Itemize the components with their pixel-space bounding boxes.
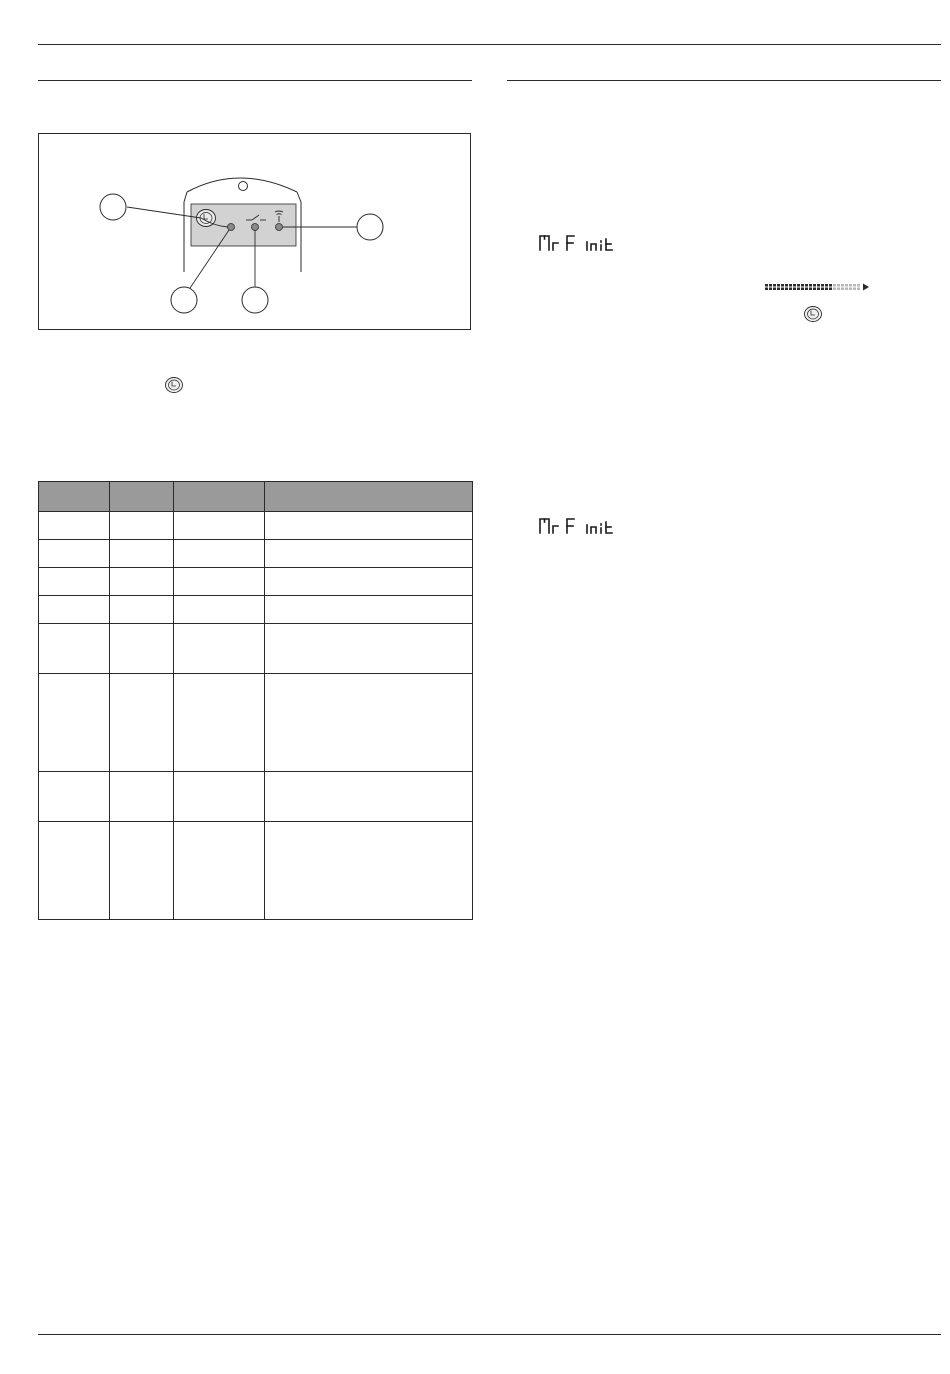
progress-segment	[841, 288, 844, 291]
table-cell	[39, 596, 110, 624]
footer-rule	[38, 1334, 941, 1335]
progress-segment	[809, 284, 812, 287]
table-cell	[110, 624, 174, 674]
led-3	[276, 224, 283, 231]
progress-segment	[789, 288, 792, 291]
callout-2	[171, 287, 197, 313]
header-rule	[38, 44, 941, 45]
table-header-cell	[110, 482, 174, 512]
progress-segment	[781, 284, 784, 287]
table-cell	[39, 512, 110, 540]
table-cell	[39, 624, 110, 674]
callout-4	[357, 214, 383, 240]
table-cell	[265, 772, 473, 822]
progress-segment	[829, 288, 832, 291]
progress-segment	[837, 288, 840, 291]
table-cell	[39, 772, 110, 822]
table-cell	[39, 674, 110, 772]
table-cell	[174, 568, 265, 596]
progress-segment	[857, 288, 860, 291]
progress-segment	[777, 288, 780, 291]
table-cell	[265, 512, 473, 540]
status-table	[38, 481, 473, 920]
progress-segment	[797, 284, 800, 287]
progress-segment	[853, 288, 856, 291]
table-row	[39, 596, 473, 624]
progress-segment	[773, 288, 776, 291]
lcd-display-mrf-init	[538, 516, 618, 536]
progress-segment	[785, 284, 788, 287]
progress-segment	[805, 288, 808, 291]
table-cell	[39, 568, 110, 596]
progress-segment	[765, 284, 768, 287]
progress-segment	[833, 284, 836, 287]
progress-segment	[813, 284, 816, 287]
device-figure	[38, 133, 471, 330]
progress-segment	[801, 288, 804, 291]
table-cell	[110, 596, 174, 624]
progress-segment	[849, 284, 852, 287]
progress-segment	[845, 288, 848, 291]
table-header-row	[39, 482, 473, 512]
progress-segment	[777, 284, 780, 287]
table-cell	[265, 540, 473, 568]
clock-icon	[164, 376, 184, 394]
progress-segment	[793, 288, 796, 291]
table-row	[39, 512, 473, 540]
progress-segment	[817, 284, 820, 287]
progress-segment	[769, 284, 772, 287]
table-header-cell	[39, 482, 110, 512]
table-row	[39, 772, 473, 822]
lcd-display-mrf-init	[538, 233, 618, 253]
progress-segment	[845, 284, 848, 287]
progress-segment	[789, 284, 792, 287]
progress-segment	[849, 288, 852, 291]
progress-segment	[825, 284, 828, 287]
progress-segment	[793, 284, 796, 287]
progress-segment	[857, 284, 860, 287]
progress-segment	[781, 288, 784, 291]
left-section-rule	[38, 80, 472, 81]
table-cell	[174, 540, 265, 568]
table-header-cell	[174, 482, 265, 512]
progress-segment	[837, 284, 840, 287]
progress-segment	[805, 284, 808, 287]
progress-segment	[801, 284, 804, 287]
progress-segment	[813, 288, 816, 291]
callout-3	[242, 287, 268, 313]
table-header-cell	[265, 482, 473, 512]
callout-1	[100, 194, 126, 220]
table-row	[39, 568, 473, 596]
table-cell	[174, 512, 265, 540]
signal-progress-bar	[765, 281, 869, 293]
progress-segment	[809, 288, 812, 291]
table-cell	[174, 674, 265, 772]
progress-segment	[829, 284, 832, 287]
progress-segment	[853, 284, 856, 287]
table-cell	[110, 568, 174, 596]
arrow-right-icon	[863, 284, 869, 291]
table-cell	[265, 568, 473, 596]
led-2	[252, 224, 259, 231]
table-cell	[265, 596, 473, 624]
progress-segment	[821, 288, 824, 291]
progress-segment	[833, 288, 836, 291]
progress-segment	[841, 284, 844, 287]
progress-segment	[773, 284, 776, 287]
progress-segment	[817, 288, 820, 291]
progress-segment	[797, 288, 800, 291]
table-cell	[39, 822, 110, 920]
table-cell	[110, 512, 174, 540]
table-cell	[110, 822, 174, 920]
table-cell	[174, 822, 265, 920]
table-row	[39, 540, 473, 568]
table-cell	[174, 596, 265, 624]
table-cell	[174, 624, 265, 674]
table-cell	[174, 772, 265, 822]
progress-segment	[825, 288, 828, 291]
device-diagram	[39, 134, 472, 331]
table-cell	[265, 674, 473, 772]
table-cell	[110, 540, 174, 568]
table-row	[39, 674, 473, 772]
table-cell	[110, 674, 174, 772]
progress-segment	[769, 288, 772, 291]
table-cell	[110, 772, 174, 822]
table-row	[39, 822, 473, 920]
progress-segment	[765, 288, 768, 291]
table-cell	[265, 822, 473, 920]
right-section-rule	[507, 80, 941, 81]
table-cell	[265, 624, 473, 674]
progress-segment	[821, 284, 824, 287]
table-row	[39, 624, 473, 674]
clock-icon	[803, 305, 823, 323]
progress-segment	[785, 288, 788, 291]
table-cell	[39, 540, 110, 568]
led-1	[228, 224, 235, 231]
